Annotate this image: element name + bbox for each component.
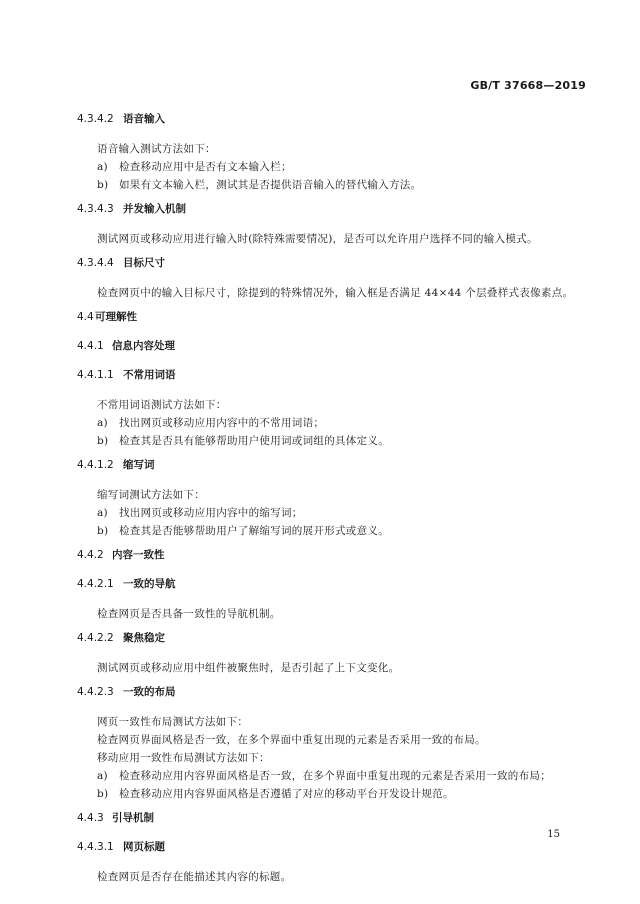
- heading-number: 4.4.2.2: [77, 632, 114, 644]
- list-text: 检查移动应用内容界面风格是否一致，在多个界面中重复出现的元素是否采用一致的布局；: [119, 770, 551, 782]
- heading-number: 4.4.3: [77, 812, 104, 824]
- list-text: 检查移动应用内容界面风格是否遵循了对应的移动平台开发设计规范。: [119, 788, 454, 800]
- paragraph: 测试网页或移动应用中组件被聚焦时，是否引起了上下文变化。: [97, 662, 400, 674]
- heading-number: 4.4.2.1: [77, 578, 114, 590]
- heading-title: 不常用词语: [123, 369, 176, 381]
- paragraph: 网页一致性布局测试方法如下：: [97, 716, 249, 728]
- heading-4-4-2: [77, 548, 587, 562]
- paragraph: 检查网页中的输入目标尺寸，除提到的特殊情况外，输入框是否满足 44×44 个层叠样式表像素点。: [97, 287, 574, 299]
- list-marker: b): [97, 179, 109, 191]
- heading-4-4-3-1: [77, 840, 587, 854]
- heading-title: 引导机制: [112, 812, 154, 824]
- paragraph: 测试网页或移动应用进行输入时(除特殊需要情况)，是否可以允许用户选择不同的输入模式。: [97, 233, 538, 245]
- list-marker: b): [97, 525, 109, 537]
- list-item: [97, 505, 587, 521]
- heading-title: 可理解性: [95, 311, 137, 323]
- heading-title: 并发输入机制: [123, 203, 186, 215]
- heading-number: 4.3.4.2: [77, 113, 114, 125]
- paragraph: 移动应用一致性布局测试方法如下：: [97, 752, 270, 764]
- paragraph: 检查网页是否存在能描述其内容的标题。: [97, 871, 292, 883]
- standard-code: GB/T 37668—2019: [470, 79, 586, 92]
- list-item: [97, 159, 587, 175]
- list-text: 找出网页或移动应用内容中的缩写词；: [119, 507, 303, 519]
- document-body: [77, 112, 587, 894]
- heading-title: 聚焦稳定: [123, 632, 165, 644]
- heading-4-4-1-2: [77, 458, 587, 472]
- list-item: [97, 768, 587, 784]
- heading-4-4-3: [77, 811, 587, 825]
- list-marker: b): [97, 788, 109, 800]
- heading-number: 4.4.3.1: [77, 841, 114, 853]
- list-marker: a): [97, 507, 108, 519]
- paragraph: 检查网页界面风格是否一致，在多个界面中重复出现的元素是否采用一致的布局。: [97, 734, 486, 746]
- heading-title: 信息内容处理: [112, 340, 175, 352]
- heading-4-4-2-1: [77, 577, 587, 591]
- heading-4-3-4-4: [77, 256, 587, 270]
- paragraph: 检查网页是否具备一致性的导航机制。: [97, 608, 281, 620]
- heading-number: 4.3.4.3: [77, 203, 114, 215]
- list-item: [97, 177, 587, 193]
- list-marker: b): [97, 435, 109, 447]
- list-text: 检查其是否能够帮助用户了解缩写词的展开形式或意义。: [119, 525, 389, 537]
- heading-4-4-2-2: [77, 631, 587, 645]
- heading-number: 4.3.4.4: [77, 257, 114, 269]
- heading-4-4-1-1: [77, 368, 587, 382]
- list-item: [97, 523, 587, 539]
- heading-title: 网页标题: [123, 841, 165, 853]
- heading-title: 内容一致性: [112, 549, 165, 561]
- heading-4-3-4-3: [77, 202, 587, 216]
- list-marker: a): [97, 417, 108, 429]
- heading-number: 4.4.1: [77, 340, 104, 352]
- heading-title: 缩写词: [123, 459, 155, 471]
- heading-title: 一致的导航: [123, 578, 176, 590]
- list-item: [97, 786, 587, 802]
- heading-4-3-4-2: [77, 112, 587, 126]
- heading-title: 语音输入: [123, 113, 165, 125]
- heading-4-4: [77, 310, 587, 324]
- list-text: 如果有文本输入栏，测试其是否提供语音输入的替代输入方法。: [119, 179, 422, 191]
- list-marker: a): [97, 770, 108, 782]
- heading-number: 4.4.2: [77, 549, 104, 561]
- list-item: [97, 415, 587, 431]
- list-marker: a): [97, 161, 108, 173]
- list-text: 检查其是否具有能够帮助用户使用词或词组的具体定义。: [119, 435, 389, 447]
- paragraph: 语音输入测试方法如下：: [97, 143, 216, 155]
- paragraph: 缩写词测试方法如下：: [97, 489, 205, 501]
- heading-4-4-1: [77, 339, 587, 353]
- list-text: 找出网页或移动应用内容中的不常用词语；: [119, 417, 325, 429]
- heading-number: 4.4.2.3: [77, 686, 114, 698]
- page-number: 15: [547, 829, 560, 840]
- heading-title: 一致的布局: [123, 686, 176, 698]
- heading-title: 目标尺寸: [123, 257, 165, 269]
- heading-4-4-2-3: [77, 685, 587, 699]
- list-item: [97, 433, 587, 449]
- heading-number: 4.4.1.1: [77, 369, 114, 381]
- list-text: 检查移动应用中是否有文本输入栏；: [119, 161, 292, 173]
- heading-number: 4.4.1.2: [77, 459, 114, 471]
- heading-number: 4.4: [77, 311, 94, 323]
- paragraph: 不常用词语测试方法如下：: [97, 399, 227, 411]
